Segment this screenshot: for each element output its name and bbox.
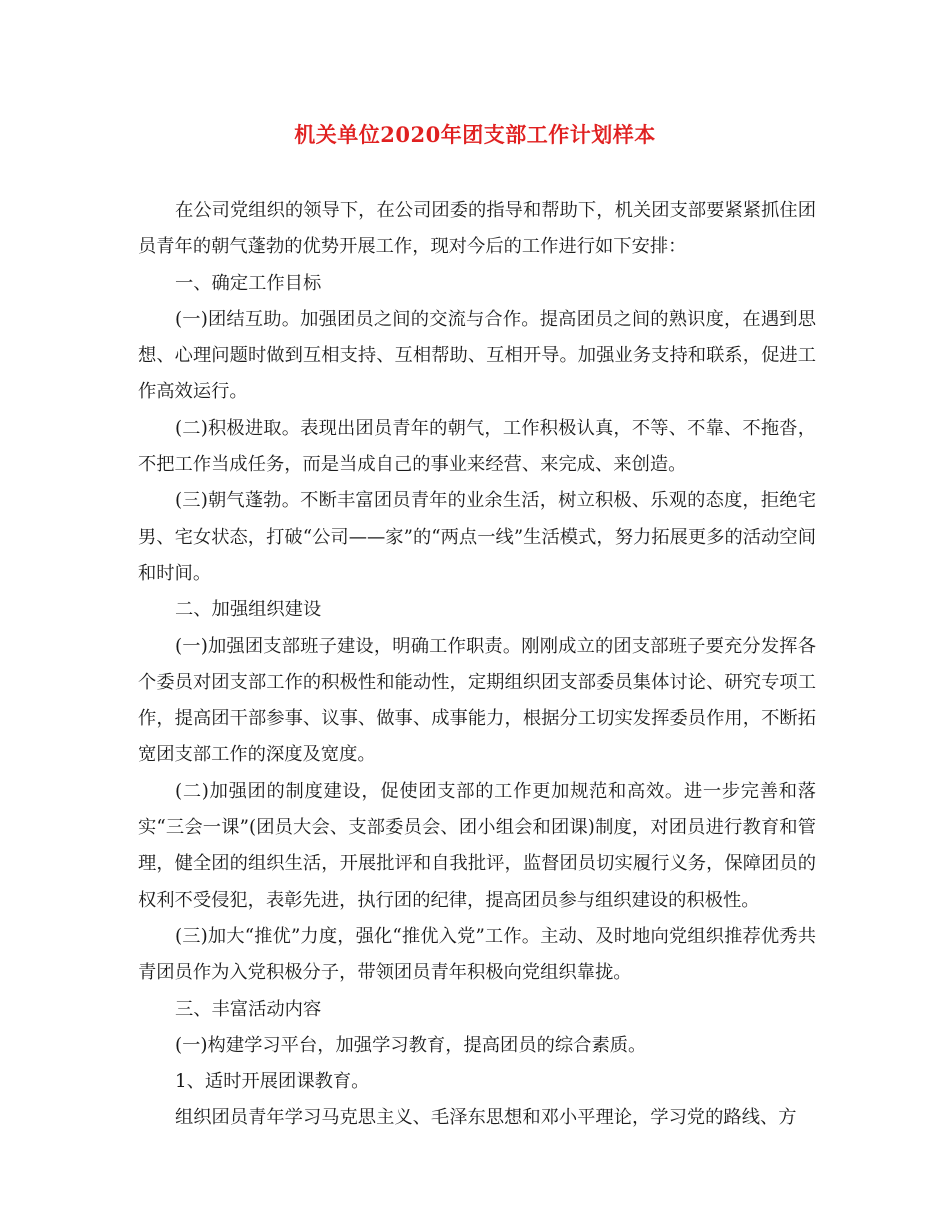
section-heading-3: 三、丰富活动内容 bbox=[175, 998, 322, 1020]
paragraph-1-1: (一)团结互助。加强团员之间的交流与合作。提高团员之间的熟识度，在遇到思想、心理问题时做到互相支持、互相帮助、互相开导。加强业务支持和联系，促进工作高效运行。 bbox=[138, 308, 816, 403]
paragraph-1-2: (二)积极进取。表现出团员青年的朝气，工作积极认真，不等、不靠、不拖沓，不把工作当成任务，而是当成自己的事业来经营、来完成、来创造。 bbox=[138, 417, 816, 476]
paragraph-1-3: (三)朝气蓬勃。不断丰富团员青年的业余生活，树立积极、乐观的态度，拒绝宅男、宅女状态，打破“公司——家”的“两点一线”生活模式，努力拓展更多的活动空间和时间。 bbox=[138, 490, 816, 584]
paragraph-2-2: (二)加强团的制度建设，促使团支部的工作更加规范和高效。进一步完善和落实“三会一课”(团员大会、支部委员会、团小组会和团课)制度，对团员进行教育和管理，健全团的组织生活，开展批评和自我批评，监督团员切实履行义务，保障团员的权利不受侵犯，表彰先进，执行团的纪律，提高团员参与组织建设的积极性。 bbox=[138, 780, 816, 911]
document-title: 机关单位2020年团支部工作计划样本 bbox=[294, 122, 656, 147]
paragraph-2-1: (一)加强团支部班子建设，明确工作职责。刚刚成立的团支部班子要充分发挥各个委员对团支部工作的积极性和能动性，定期组织团支部委员集体讨论、研究专项工作，提高团干部参事、议事、做事、成事能力，根据分工切实发挥委员作用，不断拓宽团支部工作的深度及宽度。 bbox=[138, 635, 816, 766]
paragraph-2-3: (三)加大“推优”力度，强化“推优入党”工作。主动、及时地向党组织推荐优秀共青团员作为入党积极分子，带领团员青年积极向党组织靠拢。 bbox=[138, 925, 816, 984]
paragraph-3-1: (一)构建学习平台，加强学习教育，提高团员的综合素质。 bbox=[175, 1034, 647, 1056]
subheading-3-1-1: 1、适时开展团课教育。 bbox=[175, 1071, 370, 1093]
section-heading-1: 一、确定工作目标 bbox=[175, 272, 322, 294]
paragraph-3-1-1: 组织团员青年学习马克思主义、毛泽东思想和邓小平理论，学习党的路线、方 bbox=[175, 1107, 797, 1129]
section-heading-2: 二、加强组织建设 bbox=[175, 599, 322, 621]
paragraph-intro: 在公司党组织的领导下，在公司团委的指导和帮助下，机关团支部要紧紧抓住团员青年的朝气蓬勃的优势开展工作，现对今后的工作进行如下安排： bbox=[138, 200, 816, 258]
document-body bbox=[138, 193, 816, 1137]
